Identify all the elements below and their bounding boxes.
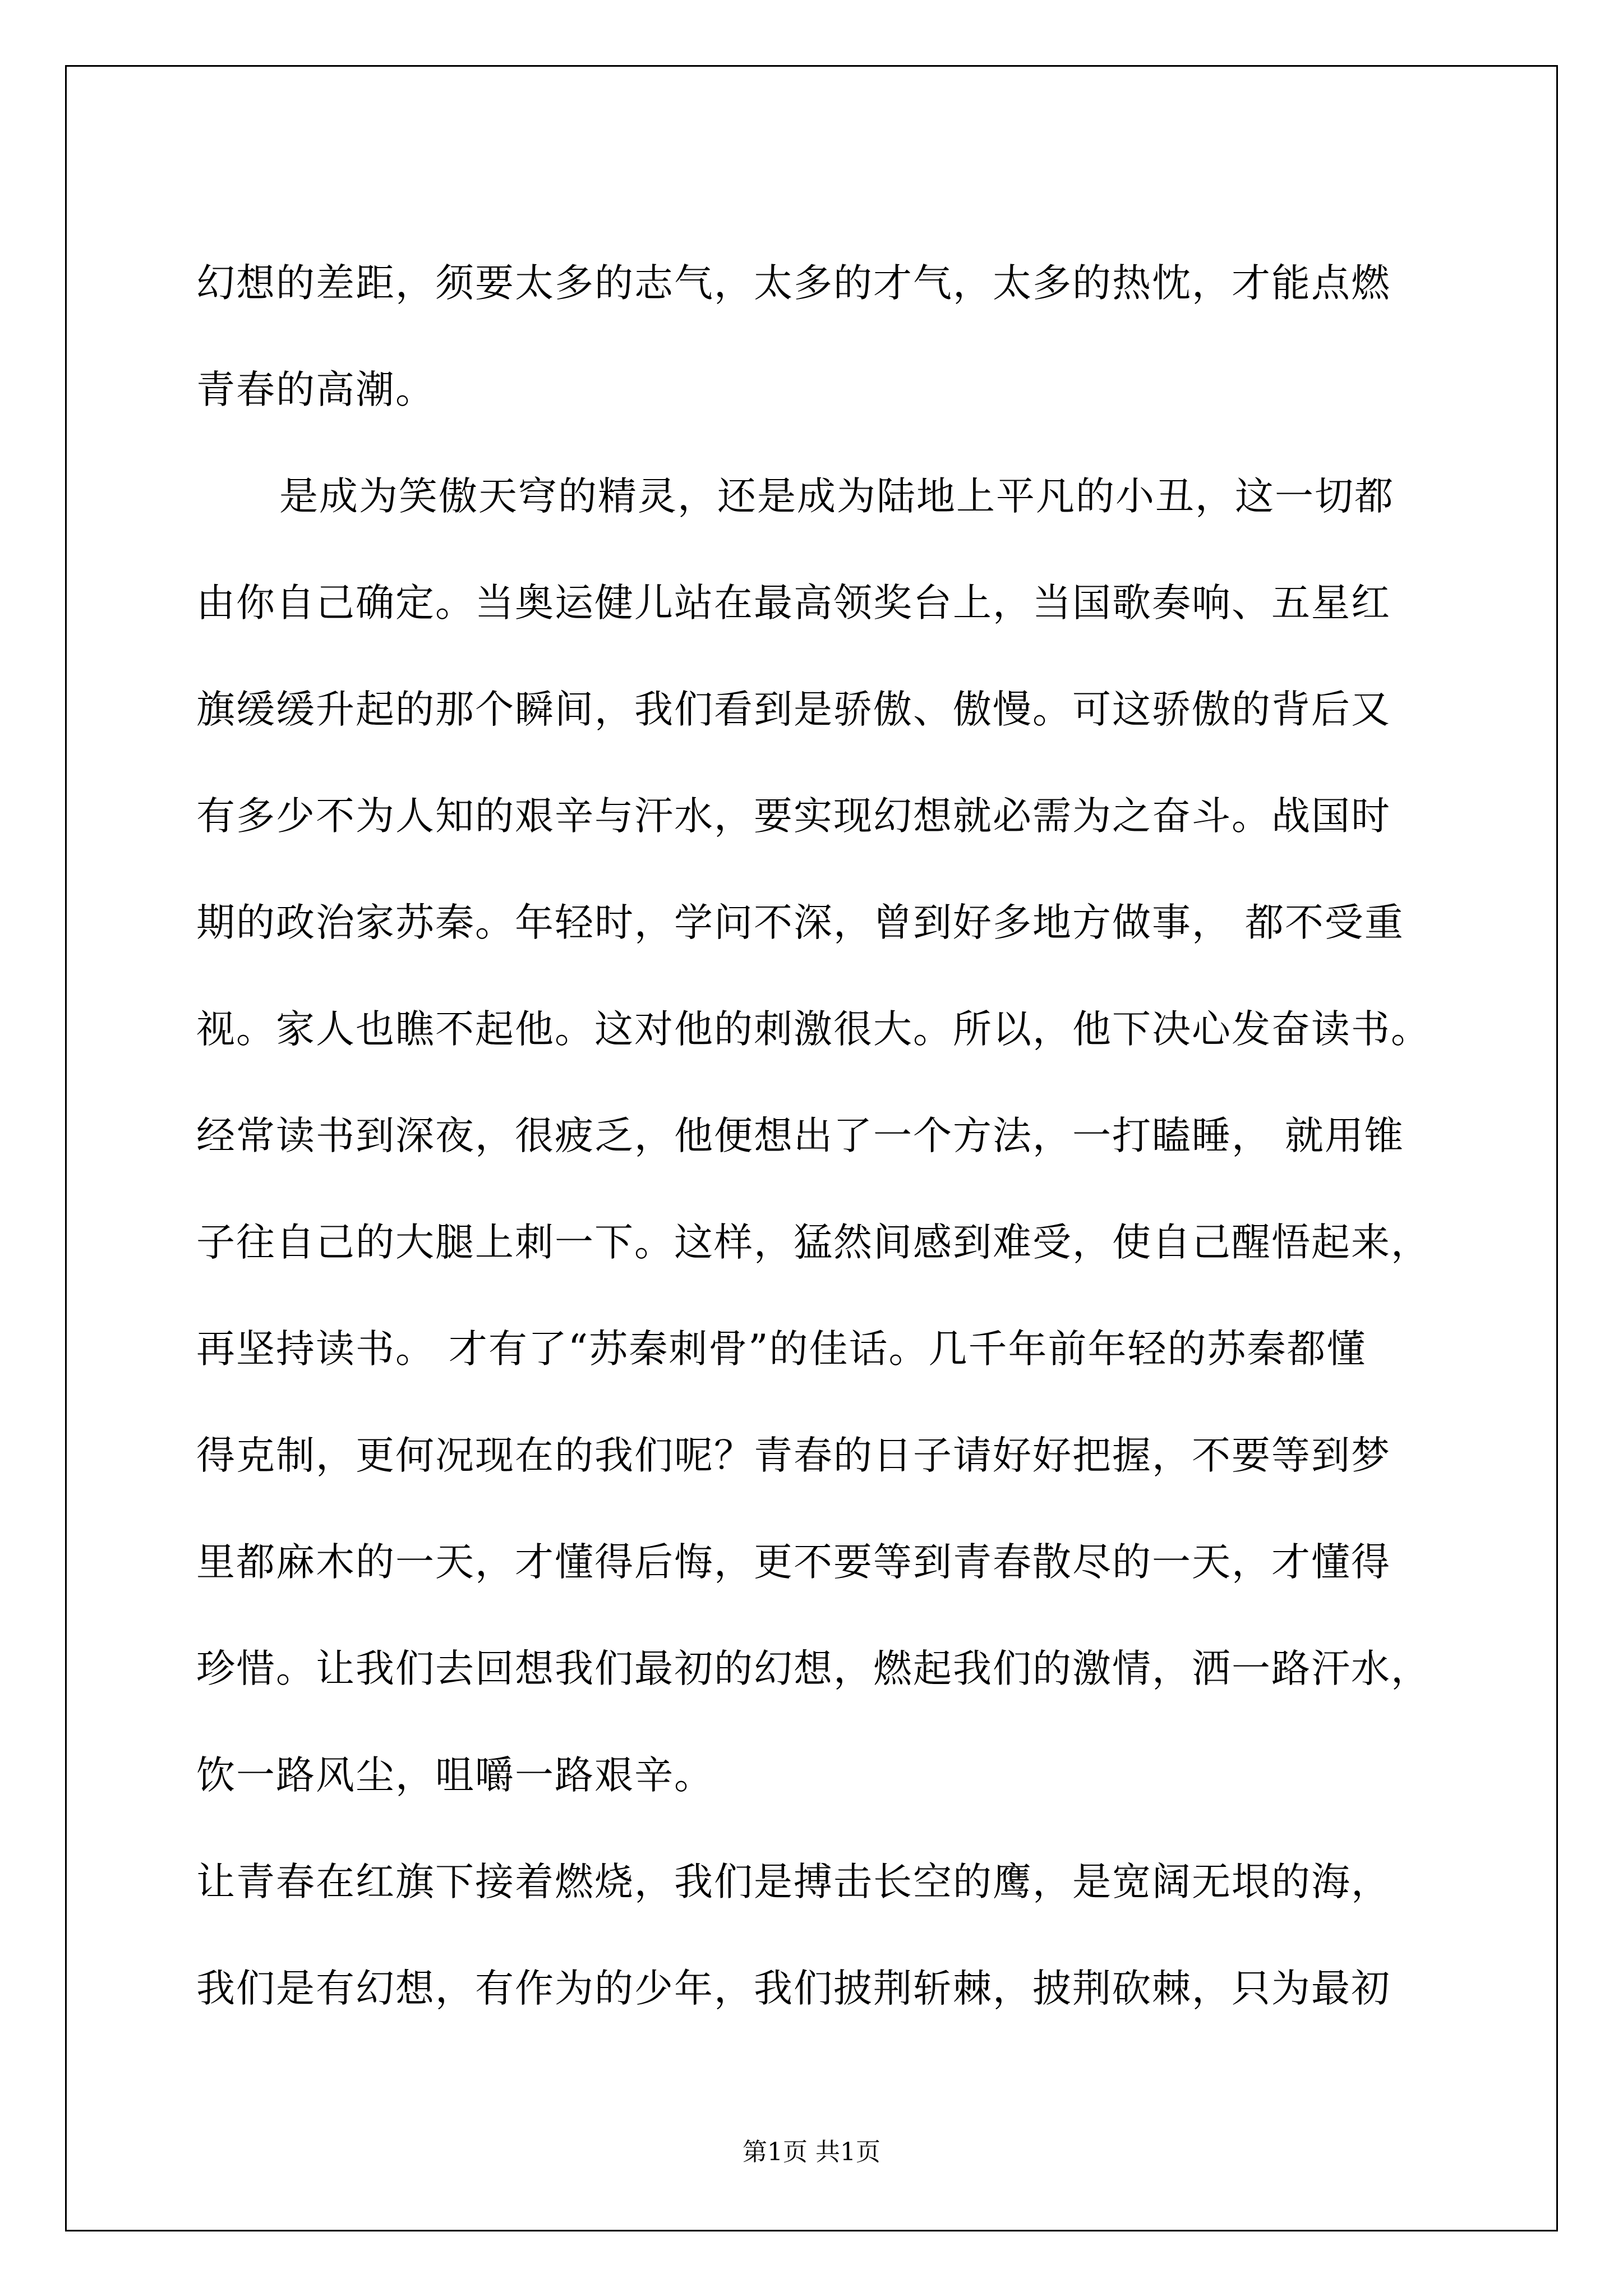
text-line: 里都麻木的一天，才懂得后悔，更不要等到青春散尽的一天，才懂得 <box>196 1540 1391 1585</box>
text-line: 让青春在红旗下接着燃烧，我们是搏击长空的鹰，是宽阔无垠的海， <box>196 1860 1391 1904</box>
text-line: 饮一路风尘，咀嚼一路艰辛。 <box>196 1753 714 1798</box>
text-line: 有多少不为人知的艰辛与汗水，要实现幻想就必需为之奋斗。战国时 <box>196 794 1391 839</box>
text-line: 我们是有幻想，有作为的少年，我们披荆斩棘，披荆砍棘，只为最初 <box>196 1966 1391 2011</box>
page-footer: 第1页 共1页 <box>743 2138 880 2166</box>
text-line: 旗缓缓升起的那个瞬间，我们看到是骄傲、傲慢。可这骄傲的背后又 <box>196 687 1391 732</box>
text-line: 由你自己确定。当奥运健儿站在最高领奖台上，当国歌奏响、五星红 <box>196 581 1391 625</box>
text-line: 得克制，更何况现在的我们呢？青春的日子请好好把握，不要等到梦 <box>196 1433 1391 1478</box>
document-body <box>196 210 1441 2022</box>
text-line: 视。家人也瞧不起他。这对他的刺激很大。所以，他下决心发奋读书。 <box>196 1007 1431 1052</box>
text-line: 是成为笑傲天穹的精灵，还是成为陆地上平凡的小丑，这一切都 <box>279 474 1394 519</box>
text-line: 期的政治家苏秦。年轻时，学问不深，曾到好多地方做事， 都不受重 <box>196 900 1404 945</box>
text-line: 子往自己的大腿上刺一下。这样，猛然间感到难受，使自己醒悟起来， <box>196 1220 1431 1265</box>
text-line: 珍惜。让我们去回想我们最初的幻想，燃起我们的激情，洒一路汗水， <box>196 1646 1431 1691</box>
text-line: 幻想的差距，须要太多的志气，太多的才气，太多的热忱，才能点燃 <box>196 261 1391 306</box>
text-line: 再坚持读书。 才有了“苏秦刺骨”的佳话。几千年前年轻的苏秦都懂 <box>196 1327 1367 1372</box>
text-line: 经常读书到深夜，很疲乏，他便想出了一个方法，一打瞌睡， 就用锥 <box>196 1114 1404 1158</box>
text-line: 青春的高潮。 <box>196 367 435 412</box>
